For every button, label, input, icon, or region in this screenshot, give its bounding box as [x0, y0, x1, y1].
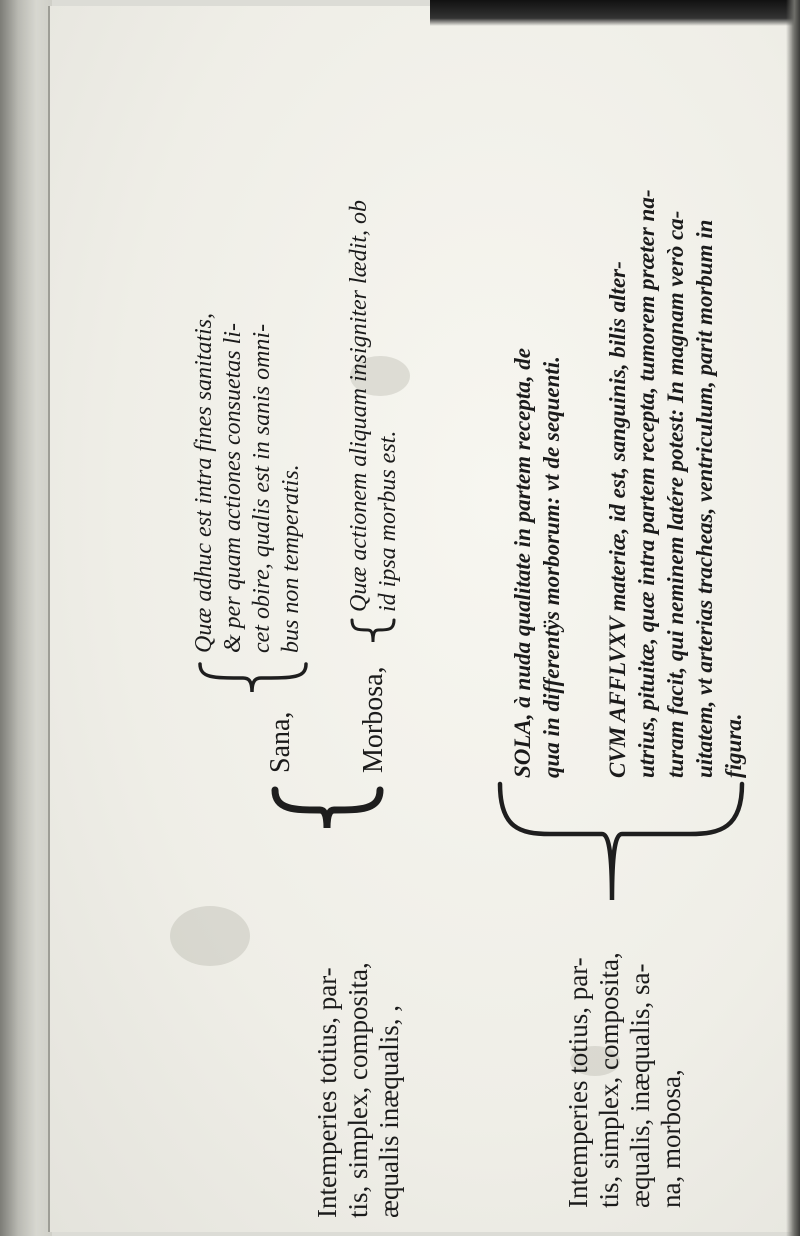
sana-line: Quæ adhuc est intra fines sanitatis, [191, 312, 217, 653]
block2-label-line: æqualis, inæqualis, sa- [625, 963, 655, 1208]
sana-line: bus non temperatis. [278, 464, 304, 653]
sola-line: qua in differentÿs morborum: vt de sequenti. [539, 356, 564, 778]
block2-label-line: tis, simplex, composita, [594, 952, 624, 1208]
cum-line: uitatem, vt arterias tracheas, ventriculum, parit morbum in [692, 219, 717, 778]
block2-label-line: Intemperies totius, par- [563, 957, 593, 1208]
major-brace-block2 [490, 778, 750, 908]
cum-line: figura. [721, 713, 746, 778]
sana-line: & per quam actiones consuetas li- [220, 323, 246, 653]
cum-line: utrius, pituitæ, quæ intra partem recepta, tumorem præter na- [634, 189, 659, 778]
cum-line: CVM AFFLVXV materiæ, id est, sanguinis, bilis alter- [605, 261, 630, 778]
block1-label-line: æqualis inæqualis, , [374, 1004, 404, 1218]
morbosa-line: id ipsa morbus est. [375, 430, 401, 612]
block2-label-line: na, morbosa, [656, 1069, 686, 1208]
sana-line: cet obire, qualis est in sanis omni- [249, 323, 275, 653]
block1-label-line: Intemperies totius, par- [312, 967, 342, 1218]
rotated-text-block [40, 18, 760, 1218]
cum-line: turam facit, qui neminem latére potest: In magnam verò ca- [663, 210, 688, 778]
block1-label-line: tis, simplex, composita, [343, 962, 373, 1218]
morbosa-label: Morbosa, [358, 666, 389, 773]
sana-brace [188, 653, 318, 708]
morbosa-line: Quæ actionem aliquam insigniter lædit, ob [346, 200, 372, 612]
sana-label: Sana, [265, 711, 296, 773]
morbosa-brace [344, 612, 404, 652]
scan-shadow-right [786, 0, 800, 1236]
sola-line: SOLA, à nuda qualitate in partem recepta, de [510, 348, 535, 778]
major-brace-block1 [265, 780, 390, 840]
